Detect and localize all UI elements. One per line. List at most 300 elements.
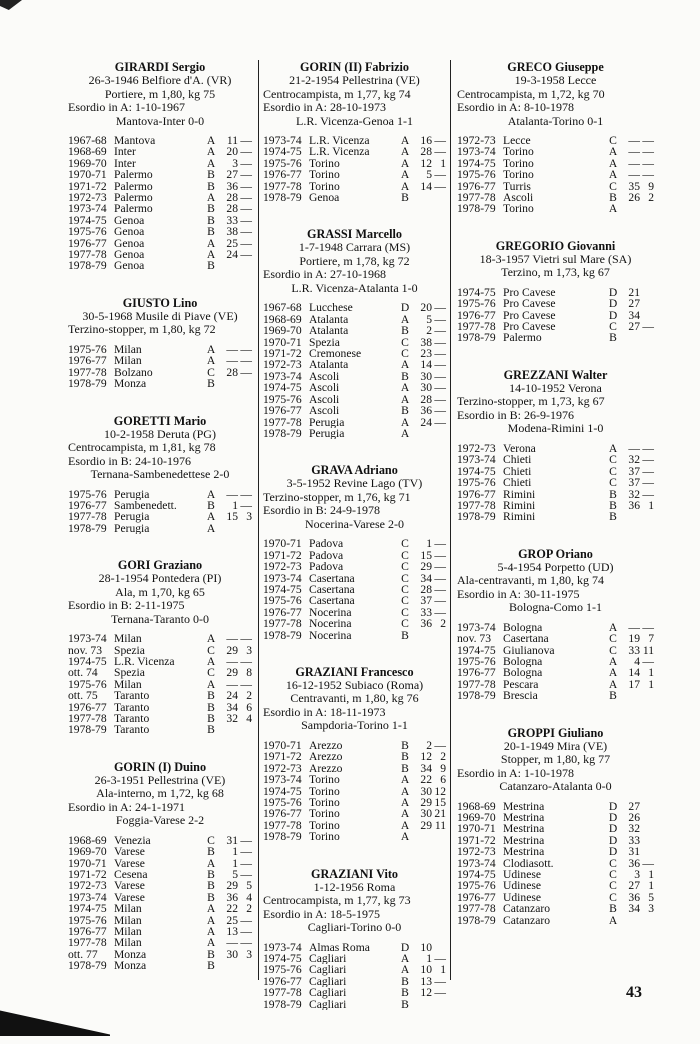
season-series: A xyxy=(206,856,216,870)
season-club: Rimini xyxy=(503,499,536,512)
season-series: B xyxy=(401,324,409,338)
season-appearances: — xyxy=(226,654,238,668)
season-row xyxy=(263,630,446,641)
season-appearances: — xyxy=(226,632,238,646)
season-club: Torino xyxy=(503,203,534,215)
season-year: 1978-79 xyxy=(457,689,496,703)
season-appearances: 26 xyxy=(628,810,640,824)
season-club: Brescia xyxy=(503,690,538,702)
season-series: D xyxy=(608,297,618,311)
season-club: Cagliari xyxy=(309,953,347,965)
player-role: Terzino-stopper, m 1,73, kg 67 xyxy=(457,394,605,409)
season-appearances: 30 xyxy=(420,381,432,395)
player-role: Ala, m 1,70, kg 65 xyxy=(115,584,205,599)
player-role: Terzino-stopper, m 1,80, kg 72 xyxy=(68,322,216,337)
season-year: 1975-76 xyxy=(263,963,302,977)
season-club: Lucchese xyxy=(309,302,353,314)
season-appearances: 5 xyxy=(426,168,432,182)
season-row xyxy=(457,332,654,343)
season-goals xyxy=(640,812,654,823)
season-appearances: 10 xyxy=(420,963,432,977)
season-year: 1973-74 xyxy=(263,134,302,147)
season-goals: 3 xyxy=(648,902,654,916)
season-series: B xyxy=(207,259,215,273)
season-appearances: 34 xyxy=(420,761,432,775)
season-series: D xyxy=(400,301,410,315)
season-goals: — xyxy=(434,952,446,966)
season-row xyxy=(68,511,252,522)
season-year: 1976-77 xyxy=(263,807,302,821)
season-goals: — xyxy=(434,594,446,608)
season-appearances: 12 xyxy=(420,986,432,1000)
season-table xyxy=(457,287,654,344)
player-debut-match: Cagliari-Torino 0-0 xyxy=(307,920,402,935)
season-series: A xyxy=(206,134,216,147)
season-appearances: 3 xyxy=(232,156,238,170)
season-goals: 1 xyxy=(440,156,446,170)
season-series: D xyxy=(608,308,618,322)
season-year: 1973-74 xyxy=(263,940,302,954)
season-goals: — xyxy=(642,320,654,334)
season-series: A xyxy=(206,936,216,950)
season-appearances xyxy=(218,724,238,735)
player-birth: 20-1-1949 Mira (VE) xyxy=(503,738,608,753)
player-role: Centravanti, m 1,80, kg 76 xyxy=(290,691,419,706)
season-goals: 1 xyxy=(648,879,654,893)
season-series: A xyxy=(206,521,216,535)
season-series: C xyxy=(401,347,409,361)
season-appearances: — xyxy=(628,441,640,455)
season-year: 1974-75 xyxy=(263,582,302,596)
season-appearances: 24 xyxy=(420,415,432,429)
season-club: Milan xyxy=(114,903,142,915)
season-year: 1978-79 xyxy=(457,202,496,216)
player-debut-match: L.R. Vicenza-Atalanta 1-0 xyxy=(291,280,418,295)
season-appearances: 19 xyxy=(628,632,640,646)
season-year: 1978-79 xyxy=(457,510,496,524)
season-series: B xyxy=(207,225,215,239)
season-goals: — xyxy=(642,168,654,182)
player-birth: 10-2-1958 Deruta (PG) xyxy=(104,426,216,441)
season-series: A xyxy=(400,156,410,170)
season-series: A xyxy=(400,145,410,159)
player-debut-match: Ternana-Taranto 0-0 xyxy=(111,611,209,626)
season-goals xyxy=(432,192,446,203)
season-row xyxy=(263,999,446,1010)
player-name: GREZZANI Walter xyxy=(503,367,608,382)
season-series: C xyxy=(207,666,215,680)
season-goals: 3 xyxy=(246,510,252,524)
player-debut-match: Nocerina-Varese 2-0 xyxy=(305,516,404,531)
season-series: A xyxy=(608,145,618,159)
season-club: L.R. Vicenza xyxy=(309,146,370,158)
season-appearances: 36 xyxy=(226,179,238,193)
season-appearances: — xyxy=(628,168,640,182)
season-appearances: — xyxy=(226,677,238,691)
season-series: C xyxy=(609,856,617,870)
season-appearances xyxy=(620,511,640,522)
player-birth: 16-12-1952 Subiaco (Roma) xyxy=(285,677,424,692)
season-series: A xyxy=(206,191,216,205)
player-birth: 1-12-1956 Roma xyxy=(313,879,396,894)
season-club: Chieti xyxy=(503,465,532,478)
season-year: 1967-68 xyxy=(263,301,302,315)
season-series: C xyxy=(609,453,617,467)
season-year: 1969-70 xyxy=(263,324,302,338)
season-goals: — xyxy=(434,974,446,988)
season-club: Varese xyxy=(114,891,145,904)
season-year: 1977-78 xyxy=(263,415,302,429)
season-goals: 3 xyxy=(246,643,252,657)
season-club: Milan xyxy=(114,914,142,927)
season-goals: — xyxy=(240,365,252,379)
season-series: C xyxy=(401,605,409,619)
season-series: A xyxy=(608,202,618,216)
season-club: Nocerina xyxy=(309,629,352,641)
season-goals: — xyxy=(240,845,252,859)
season-club: Cagliari xyxy=(309,998,347,1011)
season-appearances: 2 xyxy=(426,738,432,752)
season-appearances: 30 xyxy=(226,947,238,961)
season-appearances: 20 xyxy=(420,301,432,315)
season-year: 1973-74 xyxy=(68,890,107,904)
season-table xyxy=(263,302,446,439)
season-appearances xyxy=(412,630,432,641)
season-year: 1978-79 xyxy=(263,997,302,1011)
season-appearances: 30 xyxy=(420,784,432,798)
season-year: 1973-74 xyxy=(263,571,302,585)
season-appearances: — xyxy=(226,342,238,356)
player-birth: 19-3-1958 Lecce xyxy=(514,73,597,87)
season-series: B xyxy=(207,947,215,961)
season-year: 1975-76 xyxy=(263,594,302,608)
player-entry xyxy=(259,60,450,203)
season-year: 1972-73 xyxy=(457,441,496,455)
season-goals: — xyxy=(434,358,446,372)
season-club: Torino xyxy=(309,831,340,843)
season-goals: — xyxy=(240,168,252,182)
season-year: 1968-69 xyxy=(263,312,302,326)
season-series: A xyxy=(400,784,410,798)
season-goals: 1 xyxy=(648,868,654,881)
season-goals: — xyxy=(434,347,446,361)
season-club: Lecce xyxy=(503,135,531,147)
season-table xyxy=(68,344,252,390)
season-goals: — xyxy=(240,156,252,170)
scan-mark xyxy=(0,0,22,10)
season-club: Milan xyxy=(114,355,142,367)
season-club: Nocerina xyxy=(309,618,352,630)
season-series: C xyxy=(207,833,215,847)
season-year: 1970-71 xyxy=(263,738,302,752)
season-goals: — xyxy=(240,236,252,250)
player-debut: Esordio in B: 26-9-1976 xyxy=(457,407,574,422)
season-series: A xyxy=(400,773,410,787)
season-year: 1974-75 xyxy=(263,381,302,395)
season-appearances: 37 xyxy=(628,476,640,490)
season-appearances: 28 xyxy=(226,365,238,379)
season-series: C xyxy=(207,643,215,657)
season-appearances: — xyxy=(226,936,238,950)
season-series: A xyxy=(608,666,618,680)
season-appearances: 27 xyxy=(628,297,640,311)
season-year: 1975-76 xyxy=(68,677,107,691)
season-club: Mestrina xyxy=(503,846,545,858)
season-club: Giulianova xyxy=(503,644,555,656)
season-goals: 6 xyxy=(440,773,446,787)
season-year: 1973-74 xyxy=(68,202,107,216)
season-year: 1967-68 xyxy=(68,134,107,147)
season-appearances: 29 xyxy=(420,818,432,832)
season-goals xyxy=(432,999,446,1010)
season-series: A xyxy=(206,925,216,939)
season-club: Sambenedett. xyxy=(114,499,177,512)
season-appearances: 20 xyxy=(226,145,238,159)
season-appearances xyxy=(218,378,238,389)
season-series: B xyxy=(207,377,215,391)
season-club: Nocerina xyxy=(309,606,352,619)
player-entry xyxy=(453,60,658,215)
season-appearances: 31 xyxy=(226,833,238,847)
season-club: Cagliari xyxy=(309,964,347,976)
season-goals: — xyxy=(642,654,654,668)
season-series: A xyxy=(608,677,618,691)
player-debut: Esordio in A: 8-10-1978 xyxy=(457,100,574,114)
season-series: D xyxy=(400,940,410,954)
season-goals: — xyxy=(240,191,252,205)
season-club: Perugia xyxy=(114,522,150,535)
season-goals: — xyxy=(240,498,252,512)
season-goals: — xyxy=(642,620,654,634)
season-appearances: 34 xyxy=(628,902,640,916)
season-goals xyxy=(432,630,446,641)
season-row xyxy=(457,169,654,180)
season-club: Torino xyxy=(309,785,340,797)
season-year: 1974-75 xyxy=(457,464,496,478)
player-debut: Esordio in B: 24-9-1978 xyxy=(263,503,380,518)
season-goals: — xyxy=(240,487,252,501)
season-goals: — xyxy=(434,738,446,752)
season-year: 1976-77 xyxy=(68,498,107,512)
player-role: Portiere, m 1,78, kg 72 xyxy=(299,253,410,268)
player-name: GRASSI Marcello xyxy=(307,227,402,242)
column-1 xyxy=(68,60,256,996)
season-club: Mestrina xyxy=(503,800,545,812)
season-series: A xyxy=(400,134,410,147)
player-birth: 30-5-1968 Musile di Piave (VE) xyxy=(82,308,238,323)
season-year: 1970-71 xyxy=(263,537,302,551)
season-series: C xyxy=(609,868,617,881)
season-table xyxy=(263,538,446,641)
season-appearances: 28 xyxy=(420,582,432,596)
season-year: 1975-76 xyxy=(457,654,496,668)
season-appearances xyxy=(620,332,640,343)
season-appearances: 5 xyxy=(232,868,238,881)
season-year: 1974-75 xyxy=(263,145,302,159)
season-year: 1972-73 xyxy=(263,358,302,372)
season-year: 1978-79 xyxy=(457,331,496,345)
season-year: 1972-73 xyxy=(68,879,107,893)
season-appearances xyxy=(412,999,432,1010)
season-goals: 11 xyxy=(434,818,446,832)
season-goals: — xyxy=(642,441,654,455)
season-goals: — xyxy=(240,677,252,691)
season-club: Taranto xyxy=(114,690,150,702)
player-entry xyxy=(259,665,450,843)
season-club: Chieti xyxy=(503,477,532,489)
season-year: 1973-74 xyxy=(263,369,302,383)
season-row xyxy=(68,355,252,366)
season-year: 1977-78 xyxy=(263,179,302,193)
season-club: Torino xyxy=(309,180,340,193)
season-club: Pro Cavese xyxy=(503,286,556,299)
player-name: GRAVA Adriano xyxy=(311,463,398,478)
season-appearances: 30 xyxy=(420,807,432,821)
player-debut: Esordio in A: 28-10-1973 xyxy=(263,100,386,114)
season-goals: — xyxy=(434,404,446,418)
player-entry xyxy=(68,414,256,535)
season-appearances: 27 xyxy=(628,799,640,813)
season-year: 1975-76 xyxy=(263,796,302,809)
season-year: 1976-77 xyxy=(263,605,302,619)
season-goals: — xyxy=(434,301,446,315)
season-club: Bologna xyxy=(503,667,543,679)
season-club: Turris xyxy=(503,180,531,193)
player-debut-match: Sampdoria-Torino 1-1 xyxy=(301,718,408,733)
season-series: A xyxy=(608,620,618,634)
season-row xyxy=(263,618,446,629)
season-appearances: 31 xyxy=(628,845,640,859)
season-series: A xyxy=(608,441,618,455)
season-appearances: 28 xyxy=(420,392,432,406)
season-goals: — xyxy=(642,156,654,170)
season-table xyxy=(263,135,446,203)
season-club: Torino xyxy=(503,169,534,181)
season-club: Genoa xyxy=(114,260,145,272)
season-table xyxy=(457,135,654,215)
season-series: A xyxy=(608,156,618,170)
season-row xyxy=(263,428,446,439)
season-table xyxy=(457,443,654,523)
season-club: Casertana xyxy=(503,633,549,645)
season-row xyxy=(457,511,654,522)
season-year: 1978-79 xyxy=(263,830,302,844)
player-debut-match: Foggia-Varese 2-2 xyxy=(115,813,205,828)
season-series: A xyxy=(206,145,216,159)
season-goals: — xyxy=(240,833,252,847)
season-series: D xyxy=(608,810,618,824)
season-series: C xyxy=(401,548,409,562)
season-series: A xyxy=(206,677,216,691)
season-appearances: 27 xyxy=(628,879,640,893)
season-series: A xyxy=(400,796,410,809)
season-series: B xyxy=(401,750,409,764)
season-goals: — xyxy=(240,913,252,927)
season-series: C xyxy=(401,560,409,574)
season-series: A xyxy=(400,952,410,966)
season-year: 1977-78 xyxy=(457,320,496,334)
season-club: Taranto xyxy=(114,724,150,736)
season-year: 1972-73 xyxy=(68,191,107,205)
season-series: C xyxy=(401,335,409,349)
season-club: Varese xyxy=(114,857,145,869)
season-appearances: 1 xyxy=(232,845,238,859)
season-series: B xyxy=(401,369,409,383)
season-goals: — xyxy=(240,225,252,239)
player-debut-match: Ternana-Sambenedettese 2-0 xyxy=(90,467,230,481)
player-name: GRAZIANI Francesco xyxy=(295,664,414,679)
season-year: 1971-72 xyxy=(457,833,496,847)
season-goals: 1 xyxy=(648,677,654,691)
season-club: Udinese xyxy=(503,891,541,904)
season-year: 1976-77 xyxy=(457,308,496,322)
season-club: Monza xyxy=(114,378,147,390)
season-series: D xyxy=(608,845,618,859)
season-series: A xyxy=(400,963,410,977)
season-goals: — xyxy=(642,464,654,478)
player-entry xyxy=(68,296,256,390)
season-row xyxy=(263,325,446,336)
season-goals: 2 xyxy=(246,689,252,703)
season-goals: — xyxy=(434,415,446,429)
player-birth: 14-10-1952 Verona xyxy=(509,380,602,395)
season-series: D xyxy=(608,285,618,299)
season-appearances: 14 xyxy=(628,666,640,680)
season-appearances: — xyxy=(628,620,640,634)
season-series: B xyxy=(207,168,215,182)
season-club: Casertana xyxy=(309,572,355,584)
season-club: Genoa xyxy=(114,249,145,261)
season-series: A xyxy=(400,358,410,372)
season-year: 1975-76 xyxy=(263,156,302,170)
season-year: 1973-74 xyxy=(457,620,496,634)
season-goals: — xyxy=(434,582,446,596)
season-series: A xyxy=(400,807,410,821)
season-goals xyxy=(432,831,446,842)
season-goals: 4 xyxy=(246,890,252,904)
season-appearances: 36 xyxy=(226,890,238,904)
season-goals: 12 xyxy=(434,784,446,798)
season-year: 1968-69 xyxy=(68,833,107,847)
season-series: B xyxy=(609,498,617,512)
season-table xyxy=(68,135,252,272)
season-club: Udinese xyxy=(503,869,541,881)
season-club: Perugia xyxy=(309,427,345,440)
season-goals: 11 xyxy=(642,643,654,657)
season-series: C xyxy=(609,134,617,147)
player-name: GREGORIO Giovanni xyxy=(495,238,616,253)
season-year: 1968-69 xyxy=(68,145,107,159)
player-debut-match: Modena-Rimini 1-0 xyxy=(507,421,604,436)
season-club: Palermo xyxy=(503,332,542,344)
season-club: Atalanta xyxy=(309,313,349,326)
season-appearances xyxy=(412,831,432,842)
player-name: GORI Graziano xyxy=(117,558,203,573)
player-entry xyxy=(68,760,256,972)
season-appearances xyxy=(412,428,432,439)
season-series: C xyxy=(401,571,409,585)
season-goals: — xyxy=(642,134,654,147)
season-series: A xyxy=(206,902,216,916)
season-series: D xyxy=(608,833,618,847)
season-year: 1972-73 xyxy=(457,845,496,859)
season-year: 1970-71 xyxy=(68,168,107,182)
season-appearances: 38 xyxy=(420,335,432,349)
season-series: A xyxy=(206,354,216,368)
season-series: A xyxy=(206,632,216,646)
season-goals: — xyxy=(642,856,654,870)
season-appearances: 13 xyxy=(420,974,432,988)
